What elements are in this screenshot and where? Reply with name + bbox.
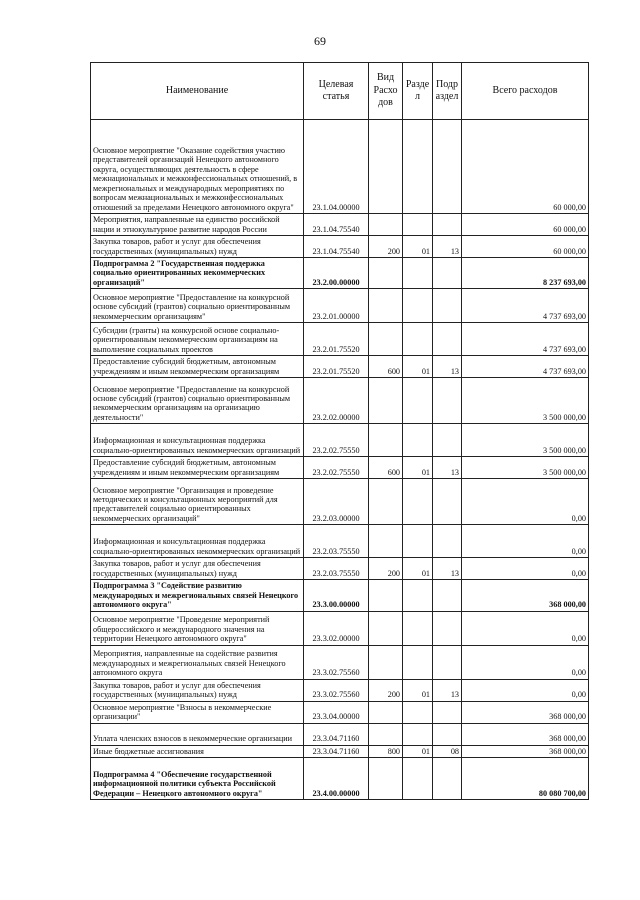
section-cell [403,611,433,645]
target-article-cell: 23.1.04.00000 [304,120,369,214]
target-article-cell: 23.3.04.71160 [304,745,369,757]
target-article-cell: 23.4.00.00000 [304,757,369,799]
table-row [91,323,589,356]
name-cell: Информационная и консультационная поддержка социально-ориентированных некоммерческих организаций [91,525,304,558]
name-cell: Предоставление субсидий бюджетным, автономным учреждениям и иным некоммерческим организациям [91,457,304,479]
target-article-cell: 23.3.04.71160 [304,723,369,745]
total-cell: 60 000,00 [462,120,589,214]
section-cell [403,120,433,214]
target-article-cell: 23.2.02.00000 [304,378,369,424]
subsection-cell [433,479,462,525]
total-cell: 0,00 [462,525,589,558]
total-cell: 368 000,00 [462,580,589,611]
section-cell: 01 [403,356,433,378]
target-article-cell: 23.2.01.00000 [304,289,369,323]
subsection-cell [433,258,462,289]
table-row [91,745,589,757]
section-cell: 01 [403,457,433,479]
subsection-cell [433,120,462,214]
target-article-cell: 23.3.04.00000 [304,701,369,723]
section-cell [403,323,433,356]
total-cell: 4 737 693,00 [462,323,589,356]
total-cell: 0,00 [462,645,589,679]
table-row [91,525,589,558]
total-cell: 368 000,00 [462,723,589,745]
subsection-cell [433,378,462,424]
total-cell: 3 500 000,00 [462,424,589,457]
name-cell: Основное мероприятие "Оказание содействия участию представителей организаций Ненецкого автономного округа, осуществляющих деятельность в сфере межнациональных и межконфессиональных отношений, в межрегиональных и международных мероприятиях по вопросам межнациональных и межконфессиональных отношений за пределами Ненецкого автономного округа" [91,120,304,214]
table-row [91,580,589,611]
name-cell: Закупка товаров, работ и услуг для обеспечения государственных (муниципальных) нужд [91,236,304,258]
subsection-cell: 13 [433,236,462,258]
header-section: Разде л [403,63,433,120]
total-cell: 0,00 [462,558,589,580]
subsection-cell [433,645,462,679]
subsection-cell [433,757,462,799]
expense-type-cell [369,645,403,679]
expense-type-cell: 200 [369,558,403,580]
name-cell: Иные бюджетные ассигнования [91,745,304,757]
total-cell: 368 000,00 [462,745,589,757]
name-cell: Мероприятия, направленные на содействие развития международных и межрегиональных связей Ненецкого автономного округа [91,645,304,679]
name-cell: Информационная и консультационная поддержка социально-ориентированных некоммерческих организаций [91,424,304,457]
subsection-cell [433,611,462,645]
table-row [91,258,589,289]
target-article-cell: 23.2.03.00000 [304,479,369,525]
total-cell: 60 000,00 [462,214,589,236]
section-cell: 01 [403,236,433,258]
name-cell: Уплата членских взносов в некоммерческие организации [91,723,304,745]
section-cell [403,378,433,424]
total-cell: 0,00 [462,611,589,645]
total-cell: 8 237 693,00 [462,258,589,289]
expense-type-cell [369,214,403,236]
section-cell [403,701,433,723]
table-row [91,723,589,745]
table-row [91,120,589,214]
total-cell: 0,00 [462,679,589,701]
header-name: Наименование [91,63,304,120]
section-cell [403,424,433,457]
expense-type-cell [369,723,403,745]
section-cell: 01 [403,745,433,757]
target-article-cell: 23.2.00.00000 [304,258,369,289]
name-cell: Основное мероприятие "Предоставление на конкурсной основе субсидий (грантов) социально ориентированным некоммерческим организациям" [91,289,304,323]
header-target-article: Целевая статья [304,63,369,120]
section-cell [403,580,433,611]
subsection-cell: 13 [433,558,462,580]
table-row [91,236,589,258]
expense-type-cell [369,323,403,356]
name-cell: Субсидии (гранты) на конкурсной основе социально-ориентированным некоммерческим организациям на выполнение социальных проектов [91,323,304,356]
target-article-cell: 23.2.02.75550 [304,457,369,479]
expense-type-cell: 600 [369,356,403,378]
header-expense-type: Вид Расхо дов [369,63,403,120]
table-row [91,701,589,723]
name-cell: Основное мероприятие "Организация и проведение методических и консультационных мероприятий для представителей социально ориентированных некоммерческих организаций" [91,479,304,525]
subsection-cell [433,525,462,558]
expense-type-cell: 800 [369,745,403,757]
target-article-cell: 23.2.01.75520 [304,323,369,356]
header-total: Всего расходов [462,63,589,120]
section-cell [403,645,433,679]
table-row [91,558,589,580]
section-cell [403,479,433,525]
expense-type-cell: 600 [369,457,403,479]
expense-type-cell [369,580,403,611]
table-row [91,356,589,378]
name-cell: Закупка товаров, работ и услуг для обеспечения государственных (муниципальных) нужд [91,558,304,580]
target-article-cell: 23.3.02.00000 [304,611,369,645]
section-cell [403,214,433,236]
section-cell [403,723,433,745]
table-body [91,120,589,800]
table-row [91,645,589,679]
table-row [91,424,589,457]
target-article-cell: 23.1.04.75540 [304,236,369,258]
subsection-cell [433,701,462,723]
name-cell: Основное мероприятие "Предоставление на конкурсной основе субсидий (грантов) социально ориентированным некоммерческим организациям на организацию деятельности" [91,378,304,424]
expense-type-cell [369,424,403,457]
total-cell: 368 000,00 [462,701,589,723]
target-article-cell: 23.2.02.75550 [304,424,369,457]
name-cell: Подпрограмма 3 "Содействие развитию международных и межрегиональных связей Ненецкого автономного округа" [91,580,304,611]
section-cell: 01 [403,558,433,580]
name-cell: Основное мероприятие "Взносы в некоммерческие организации" [91,701,304,723]
expense-type-cell: 200 [369,679,403,701]
expense-type-cell [369,479,403,525]
subsection-cell [433,723,462,745]
table-row [91,757,589,799]
total-cell: 80 080 700,00 [462,757,589,799]
table-row [91,457,589,479]
name-cell: Предоставление субсидий бюджетным, автономным учреждениям и иным некоммерческим организациям [91,356,304,378]
subsection-cell [433,580,462,611]
subsection-cell [433,424,462,457]
section-cell [403,757,433,799]
expense-type-cell [369,525,403,558]
table-header-row [91,63,589,120]
subsection-cell: 13 [433,679,462,701]
total-cell: 3 500 000,00 [462,378,589,424]
name-cell: Мероприятия, направленные на единство российской нации и этнокультурное развитие народов России [91,214,304,236]
section-cell [403,525,433,558]
name-cell: Подпрограмма 2 "Государственная поддержка социально ориентированных некоммерческих организаций" [91,258,304,289]
subsection-cell [433,323,462,356]
total-cell: 4 737 693,00 [462,356,589,378]
section-cell [403,258,433,289]
expense-type-cell [369,378,403,424]
expense-type-cell [369,701,403,723]
subsection-cell: 08 [433,745,462,757]
table-row [91,611,589,645]
page-number: 69 [314,34,326,48]
expense-type-cell: 200 [369,236,403,258]
budget-table [90,62,589,800]
table-row [91,289,589,323]
target-article-cell: 23.3.02.75560 [304,645,369,679]
name-cell: Основное мероприятие "Проведение мероприятий общероссийского и международного значения на территории Ненецкого автономного округа" [91,611,304,645]
target-article-cell: 23.3.00.00000 [304,580,369,611]
total-cell: 60 000,00 [462,236,589,258]
subsection-cell [433,289,462,323]
table-row [91,679,589,701]
section-cell [403,289,433,323]
expense-type-cell [369,120,403,214]
expense-type-cell [369,611,403,645]
subsection-cell: 13 [433,356,462,378]
name-cell: Закупка товаров, работ и услуг для обеспечения государственных (муниципальных) нужд [91,679,304,701]
subsection-cell: 13 [433,457,462,479]
table-row [91,479,589,525]
target-article-cell: 23.2.01.75520 [304,356,369,378]
target-article-cell: 23.2.03.75550 [304,525,369,558]
name-cell: Подпрограмма 4 "Обеспечение государственной информационной политики субъекта Российской Федерации – Ненецкого автономного округа" [91,757,304,799]
header-subsection: Подр аздел [433,63,462,120]
target-article-cell: 23.2.03.75550 [304,558,369,580]
expense-type-cell [369,258,403,289]
total-cell: 4 737 693,00 [462,289,589,323]
total-cell: 0,00 [462,479,589,525]
target-article-cell: 23.1.04.75540 [304,214,369,236]
expense-type-cell [369,289,403,323]
table-row [91,214,589,236]
subsection-cell [433,214,462,236]
section-cell: 01 [403,679,433,701]
table-row [91,378,589,424]
target-article-cell: 23.3.02.75560 [304,679,369,701]
expense-type-cell [369,757,403,799]
total-cell: 3 500 000,00 [462,457,589,479]
